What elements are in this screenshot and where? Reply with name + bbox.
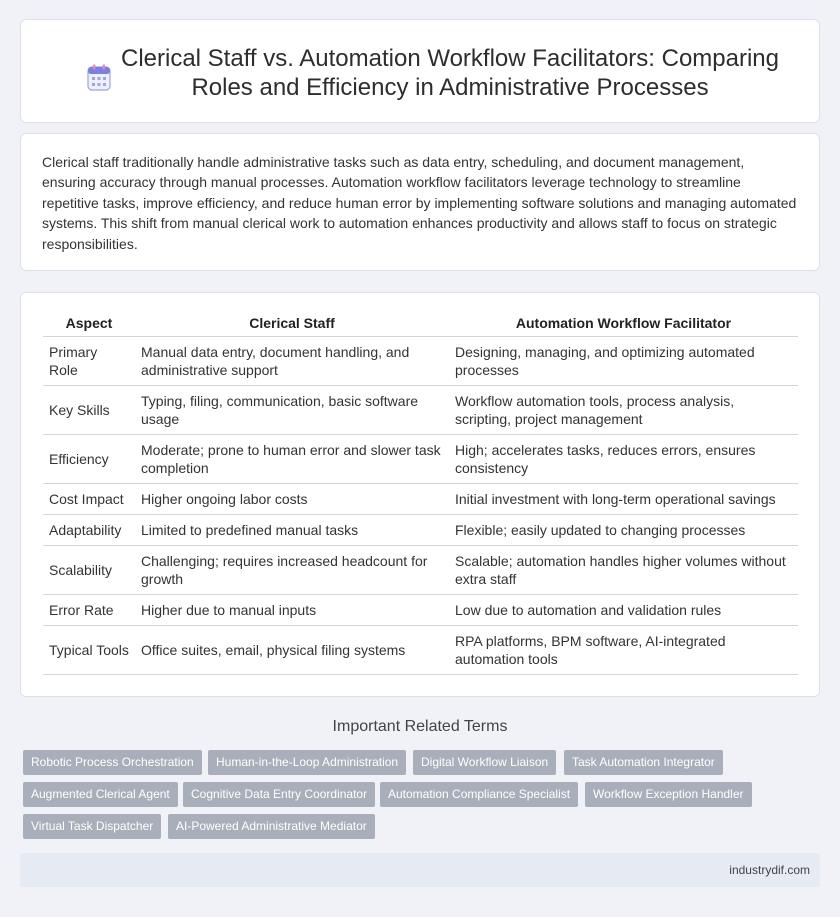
table-header-row [43,315,798,337]
header-clerical: Clerical Staff [135,315,449,337]
cell-clerical: Office suites, email, physical filing systems [135,626,449,675]
table-row [43,337,798,386]
related-term-tag[interactable]: Automation Compliance Specialist [380,782,578,807]
related-term-tag[interactable]: Digital Workflow Liaison [413,750,556,775]
cell-aspect: Error Rate [43,595,135,626]
related-term-tag[interactable]: Virtual Task Dispatcher [23,814,161,839]
related-term-tag[interactable]: Cognitive Data Entry Coordinator [183,782,375,807]
table-row [43,484,798,515]
cell-clerical: Higher due to manual inputs [135,595,449,626]
cell-aspect: Primary Role [43,337,135,386]
cell-aspect: Key Skills [43,386,135,435]
cell-automation: High; accelerates tasks, reduces errors, ensures consistency [449,435,798,484]
comparison-table [43,315,798,675]
table-row [43,595,798,626]
related-term-tag[interactable]: Workflow Exception Handler [585,782,752,807]
cell-automation: RPA platforms, BPM software, AI-integrated automation tools [449,626,798,675]
related-term-tag[interactable]: AI-Powered Administrative Mediator [168,814,375,839]
cell-clerical: Challenging; requires increased headcount for growth [135,546,449,595]
related-term-tag[interactable]: Robotic Process Orchestration [23,750,202,775]
cell-aspect: Efficiency [43,435,135,484]
cell-automation: Designing, managing, and optimizing automated processes [449,337,798,386]
page-title: Clerical Staff vs. Automation Workflow Facilitators: Comparing Roles and Efficiency in Administrative Processes [120,45,780,101]
footer-site[interactable]: industrydif.com [729,863,810,877]
header-aspect: Aspect [43,315,135,337]
cell-clerical: Manual data entry, document handling, and administrative support [135,337,449,386]
cell-automation: Scalable; automation handles higher volumes without extra staff [449,546,798,595]
intro-paragraph: Clerical staff traditionally handle administrative tasks such as data entry, scheduling, and document management, ensuring accuracy through manual processes. Automation workflow facilitators leverage technology to streamline repetitive tasks, improve efficiency, and reduce human error by implementing software solutions and managing automated systems. This shift from manual clerical work to automation enhances productivity and allows staff to focus on strategic responsibilities. [42,154,797,252]
cell-aspect: Cost Impact [43,484,135,515]
cell-clerical: Limited to predefined manual tasks [135,515,449,546]
table-row [43,435,798,484]
related-terms-heading: Important Related Terms [332,718,508,735]
intro-card [20,133,820,271]
table-row [43,386,798,435]
title-card [20,19,820,123]
cell-automation: Workflow automation tools, process analysis, scripting, project management [449,386,798,435]
cell-aspect: Typical Tools [43,626,135,675]
footer [20,853,820,887]
header-automation: Automation Workflow Facilitator [449,315,798,337]
cell-automation: Low due to automation and validation rules [449,595,798,626]
related-term-tag[interactable]: Task Automation Integrator [564,750,723,775]
table-row [43,515,798,546]
table-row [43,626,798,675]
comparison-card [20,292,820,697]
cell-clerical: Higher ongoing labor costs [135,484,449,515]
related-term-tag[interactable]: Augmented Clerical Agent [23,782,178,807]
cell-automation: Flexible; easily updated to changing processes [449,515,798,546]
cell-aspect: Scalability [43,546,135,595]
cell-aspect: Adaptability [43,515,135,546]
cell-clerical: Moderate; prone to human error and slower task completion [135,435,449,484]
related-term-tag[interactable]: Human-in-the-Loop Administration [208,750,406,775]
cell-clerical: Typing, filing, communication, basic software usage [135,386,449,435]
cell-automation: Initial investment with long-term operational savings [449,484,798,515]
table-row [43,546,798,595]
